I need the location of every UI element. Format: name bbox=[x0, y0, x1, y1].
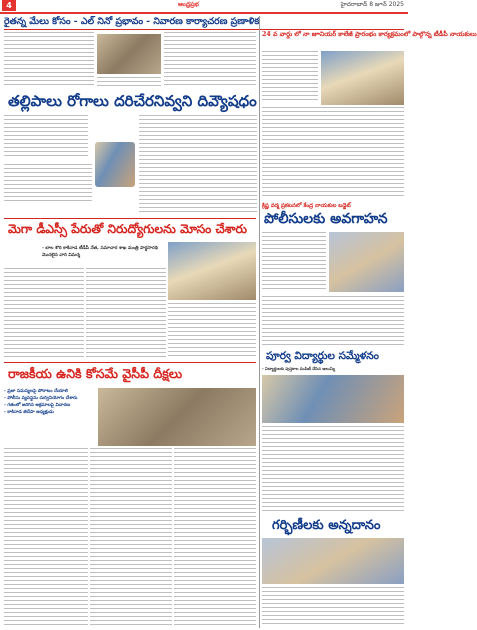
dsc-subhead: - బాల శౌరి కాకినాడ టీడీపీ నేత, సమాచార శాఖ మంత్రి పార్థసారథి మొదలైన వారి విమర్శ bbox=[42, 246, 158, 258]
article-text bbox=[262, 587, 404, 626]
article-text bbox=[4, 32, 94, 86]
point: - ప్రజా సమస్యలపై పోరాటం చేయాలి bbox=[4, 389, 69, 394]
police-photo bbox=[329, 232, 404, 292]
column-divider bbox=[259, 16, 260, 628]
headline-farmers: రైతన్న మేలు కోసం - ఎల్ నినో ప్రభావం - నివారణ కార్యాచరణ ప్రణాళిక bbox=[4, 16, 260, 27]
point: - కాకినాడ తెదేపా అధ్యక్షుడు bbox=[4, 410, 54, 415]
article-text bbox=[262, 107, 404, 197]
food-distribution-photo bbox=[262, 538, 404, 584]
doctor-photo bbox=[95, 142, 135, 187]
headline-alumni: పూర్వ విద్యార్థుల సమ్మేళనం bbox=[266, 350, 380, 362]
divider bbox=[4, 29, 404, 30]
ycp-points bbox=[4, 388, 94, 416]
article-text bbox=[86, 268, 166, 358]
headline-dsc: మెగా డీఎస్సీ పేరుతో నిరుద్యోగులను మోసం చేశారు bbox=[8, 222, 248, 236]
alumni-subhead: - విద్యార్థులకు పుస్తకాల పంపిణీ చేసిన ఆలుమ్ని bbox=[262, 366, 336, 371]
point: - పోలీసు వ్యవస్థను దుర్వినియోగం చేశారు bbox=[4, 396, 78, 401]
article-text bbox=[4, 268, 84, 358]
divider bbox=[4, 362, 256, 363]
headline-food: గర్భిణీలకు అన్నదానం bbox=[272, 518, 381, 533]
article-text bbox=[97, 77, 161, 87]
headline-college-opening: 24 వ వార్డు లో నా జూనియర్ కాలేజీ ప్రారంభం కార్యక్రమంలో పాల్గొన్న టీడీపీ నాయకులు bbox=[262, 31, 477, 38]
article-text bbox=[4, 164, 92, 204]
ycp-protest-photo bbox=[98, 388, 256, 446]
dsc-photo bbox=[168, 242, 256, 300]
college-photo bbox=[321, 51, 404, 105]
masthead: ఆంధ్రప్రభ bbox=[178, 1, 199, 8]
article-text bbox=[262, 232, 326, 292]
headline-breastmilk: తల్లిపాలు రోగాలు దరిచేరనివ్వని దివ్యౌషధం bbox=[8, 92, 257, 110]
headline-ycp: రాజకీయ ఉనికి కోసమే వైసీపీ దీక్షలు bbox=[8, 366, 183, 381]
headline-police: పోలీసులకు అవగాహన bbox=[264, 211, 388, 227]
divider bbox=[4, 218, 256, 219]
article-text bbox=[168, 303, 256, 358]
article-text bbox=[4, 448, 88, 626]
point: - గతంలో జరిగిన అక్రమాలపై విచారణ bbox=[4, 403, 71, 408]
article-text bbox=[174, 448, 256, 626]
police-kicker: క్రిష్ణ వర్మ ప్రకటనలో కేంద్ర నాయకుల బడ్జెట్ bbox=[262, 203, 351, 209]
article-text bbox=[164, 32, 256, 87]
article-text bbox=[90, 448, 172, 626]
page-number: 4 bbox=[2, 0, 16, 11]
alumni-photo bbox=[262, 375, 404, 423]
article-text bbox=[262, 426, 404, 512]
article-text bbox=[139, 115, 257, 215]
article-text bbox=[262, 51, 318, 103]
farmers-photo bbox=[97, 34, 161, 74]
article-text bbox=[4, 115, 88, 159]
issue-date: హైదరాబాద్ 8 జూన్ 2025 bbox=[340, 1, 404, 8]
article-text bbox=[262, 296, 404, 346]
